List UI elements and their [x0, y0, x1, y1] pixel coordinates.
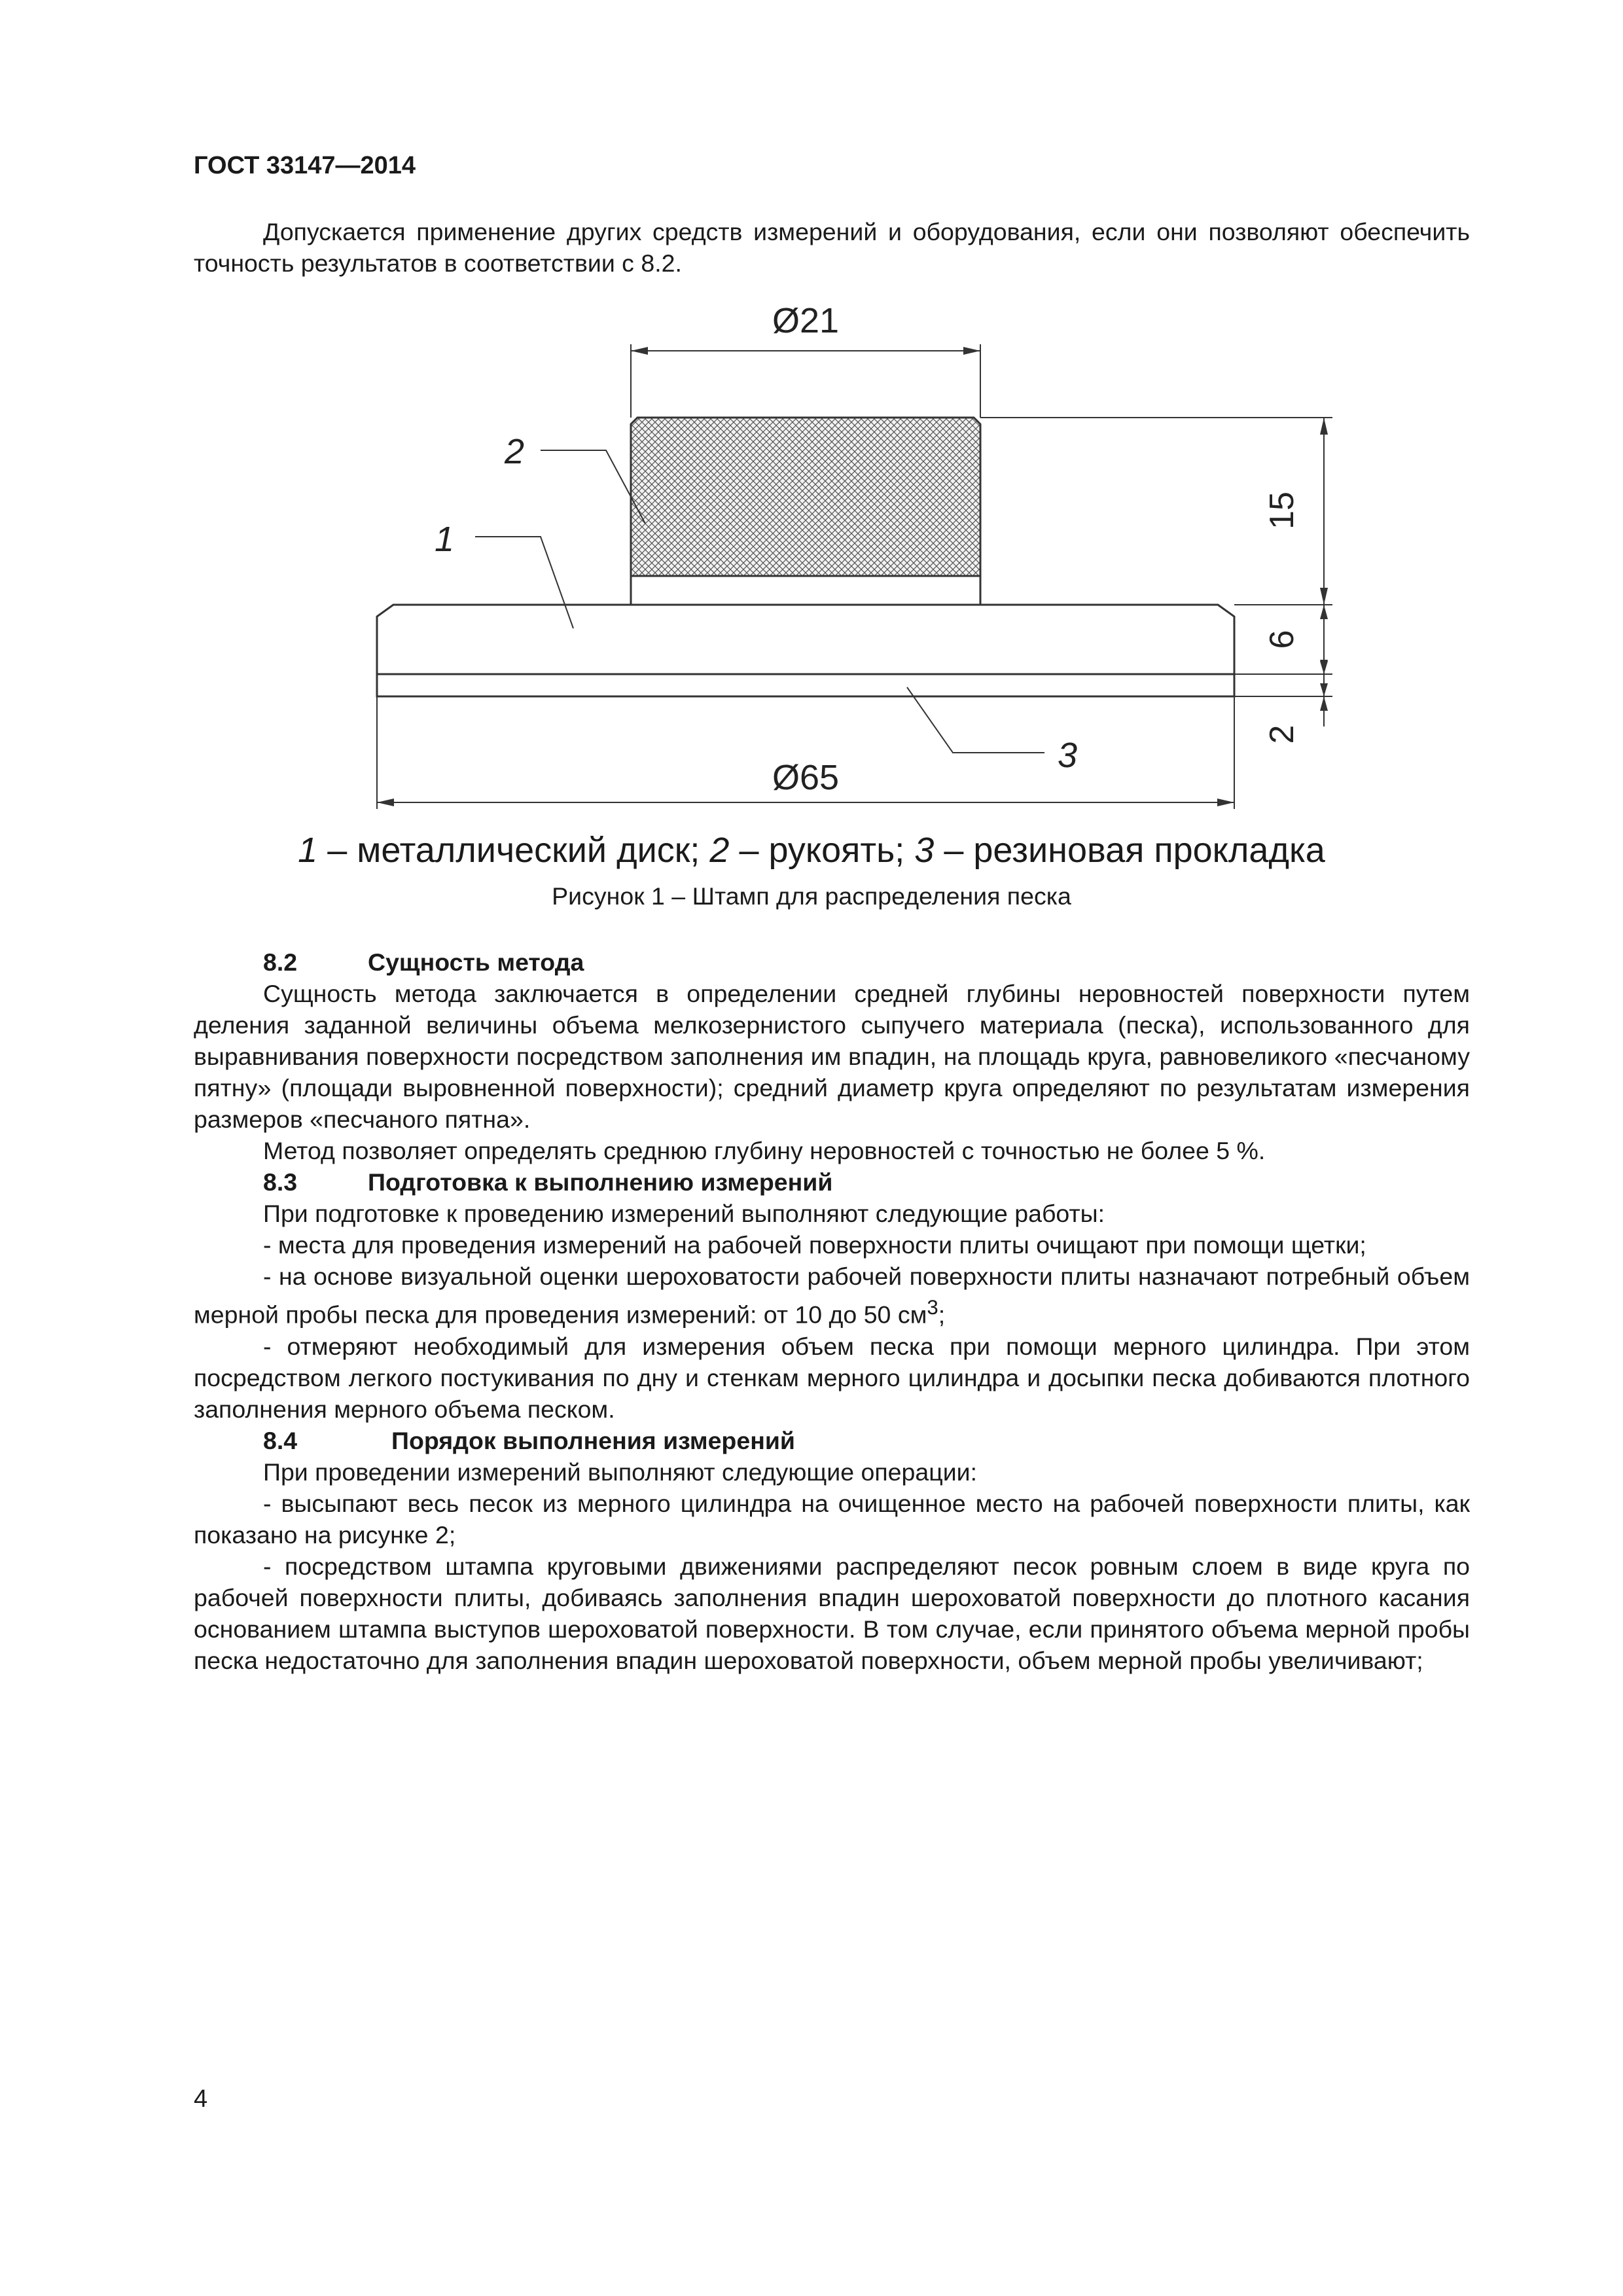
- metal-disk: [377, 605, 1234, 674]
- paragraph: - на основе визуальной оценки шероховатости рабочей поверхности плиты назначают потребный объем мерной пробы песка для проведения измерений: от 10 до 50 $см^3$;: [194, 1263, 1470, 1329]
- figure-legend: [0, 830, 1623, 870]
- leader-2: [541, 450, 645, 524]
- paragraph: - посредством штампа круговыми движениями распределяют песок ровным слоем в виде круга по рабочей поверхности плиты, добиваясь заполнения впадин шероховатой поверхности до плотного касания основанием штампа выступов шероховатой поверхности. В том случае, если принятого объема мерной пробы песка недостаточно для заполнения впадин шероховатой поверхности, объем мерной пробы увеличивают;: [194, 1552, 1470, 1674]
- handle-base: [631, 576, 980, 605]
- paragraph: При подготовке к проведению измерений выполняют следующие работы:: [263, 1200, 1105, 1227]
- figure-caption: Рисунок 1 – Штамп для распределения песка: [552, 882, 1071, 910]
- paragraph: Метод позволяет определять среднюю глубину неровностей с точностью не более 5 %.: [263, 1137, 1266, 1164]
- legend-text-3: – резиновая прокладка: [934, 831, 1325, 870]
- section-8-3-heading: 8.3 Подготовка к выполнению измерений: [263, 1168, 833, 1196]
- legend-text-2: – рукоять;: [729, 831, 915, 870]
- stamp-drawing: [194, 308, 1470, 897]
- legend-text-1: – металлический диск;: [317, 831, 710, 870]
- paragraph: - места для проведения измерений на рабочей поверхности плиты очищают при помощи щетки;: [263, 1231, 1366, 1259]
- document-header: ГОСТ 33147—2014: [194, 152, 416, 179]
- document-body: [194, 946, 1470, 1676]
- legend-num-2: 2: [709, 831, 730, 870]
- dim-bottom-label: Ø65: [772, 758, 840, 797]
- callout-3: 3: [1058, 736, 1078, 775]
- dim-top-label: Ø21: [772, 308, 840, 340]
- legend-num-3: 3: [914, 831, 935, 870]
- paragraph: - отмеряют необходимый для измерения объем песка при помощи мерного цилиндра. При этом посредством легкого постукивания по дну и стенкам мерного цилиндра и досыпки песка добиваются плотного заполнения мерного объема песком.: [194, 1332, 1470, 1423]
- rubber-pad: [377, 674, 1234, 696]
- handle-knurled-part: [631, 418, 980, 576]
- paragraph: - высыпают весь песок из мерного цилиндра на очищенное место на рабочей поверхности плиты, как показано на рисунке 2;: [194, 1489, 1470, 1549]
- section-8-4-heading: 8.4 Порядок выполнения измерений: [263, 1426, 795, 1454]
- section-8-2-heading: 8.2 Сущность метода: [263, 948, 584, 976]
- page-number: 4: [194, 2085, 208, 2113]
- dim-15-label: 15: [1263, 492, 1301, 529]
- dim-6-label: 6: [1263, 630, 1301, 649]
- paragraph: Сущность метода заключается в определении средней глубины неровностей поверхности путем деления заданной величины объема мелкозернистого сыпучего материала (песка), использованного для выравнивания поверхности посредством заполнения им впадин, на площадь круга, равновеликого «песчаному пятну» (площади выровненной поверхности); средний диаметр круга определяют по результатам измерения размеров «песчаного пятна».: [194, 980, 1470, 1133]
- intro-paragraph: Допускается применение других средств измерений и оборудования, если они позволяют обеспечить точность результатов в соответствии с 8.2.: [194, 218, 1470, 277]
- callout-1: 1: [435, 520, 455, 559]
- paragraph: При проведении измерений выполняют следующие операции:: [263, 1458, 978, 1486]
- callout-2: 2: [505, 432, 525, 471]
- dim-2-label: 2: [1263, 725, 1301, 744]
- legend-num-1: 1: [298, 831, 318, 870]
- intro-section: [194, 216, 1470, 279]
